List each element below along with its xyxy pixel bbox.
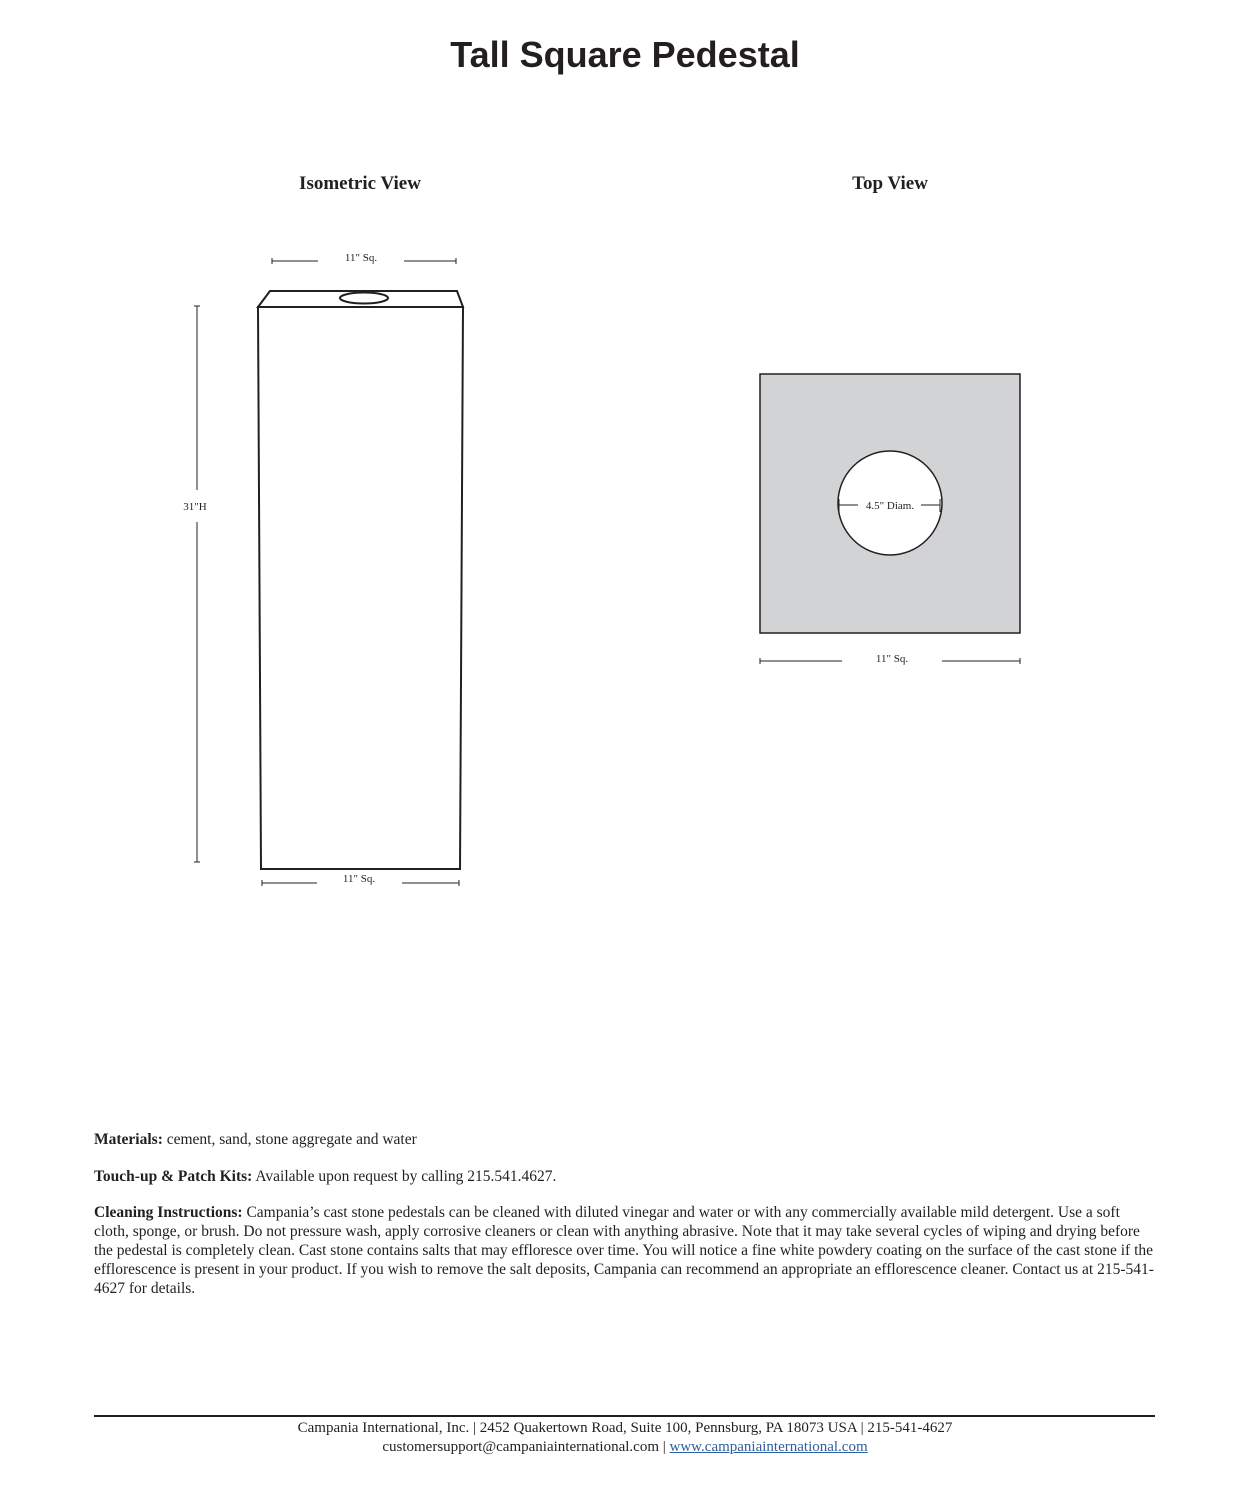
pedestal-opening bbox=[340, 293, 388, 304]
top-view-title: Top View bbox=[852, 173, 928, 194]
iso-bottom-dimension bbox=[262, 873, 459, 886]
isometric-view-title: Isometric View bbox=[299, 173, 421, 194]
footer-website-link[interactable]: www.campaniainternational.com bbox=[669, 1439, 868, 1455]
iso-bottom-width-label: 11" Sq. bbox=[342, 873, 376, 885]
touchup-text: Available upon request by calling 215.541.4627. bbox=[252, 1168, 557, 1185]
top-view-width-dimension bbox=[760, 653, 1020, 665]
footer-address: Campania International, Inc. | 2452 Quakertown Road, Suite 100, Pennsburg, PA 18073 USA | 215-541-4627 bbox=[297, 1420, 953, 1436]
footer-email[interactable]: customersupport@campaniainternational.com bbox=[382, 1439, 659, 1455]
footer-separator: | bbox=[659, 1439, 670, 1455]
materials-text: cement, sand, stone aggregate and water bbox=[162, 1131, 417, 1148]
cleaning-paragraph bbox=[94, 1203, 1156, 1298]
iso-height-dimension bbox=[183, 306, 206, 862]
materials-label: Materials: bbox=[94, 1131, 163, 1148]
touchup-paragraph bbox=[94, 1167, 1156, 1186]
cleaning-text: Campania’s cast stone pedestals can be cleaned with diluted vinegar and water or with any commercially available mild detergent. Use a soft cloth, sponge, or brush. Do not pressure wash, apply corrosive cleaners or clean with anything abrasive. Note that it may take several cycles of wiping and drying before the pedestal is completely clean. Cast stone contains salts that may effloresce over time. You will notice a fine white powdery coating on the surface of the cast stone if the efflorescence is present in your product. If you wish to remove the salt deposits, Campania can recommend an appropriate an efflorescence cleaner. Contact us at 215-541-4627 for details. bbox=[94, 1204, 1154, 1297]
top-view-diameter-label: 4.5" Diam. bbox=[865, 500, 915, 512]
touchup-label: Touch-up & Patch Kits: bbox=[94, 1168, 253, 1185]
cleaning-label: Cleaning Instructions: bbox=[94, 1204, 243, 1221]
iso-top-dimension bbox=[272, 252, 456, 264]
pedestal-top-view-shape bbox=[760, 374, 1020, 633]
page-title: Tall Square Pedestal bbox=[450, 34, 800, 75]
pedestal-isometric-shape bbox=[258, 291, 463, 869]
iso-top-width-label: 11" Sq. bbox=[344, 252, 378, 264]
footer-divider bbox=[94, 1415, 1155, 1417]
iso-height-label: 31"H bbox=[183, 501, 207, 513]
top-view-width-label: 11" Sq. bbox=[875, 653, 909, 665]
footer-contact bbox=[0, 1439, 1250, 1456]
materials-paragraph bbox=[94, 1130, 1156, 1149]
